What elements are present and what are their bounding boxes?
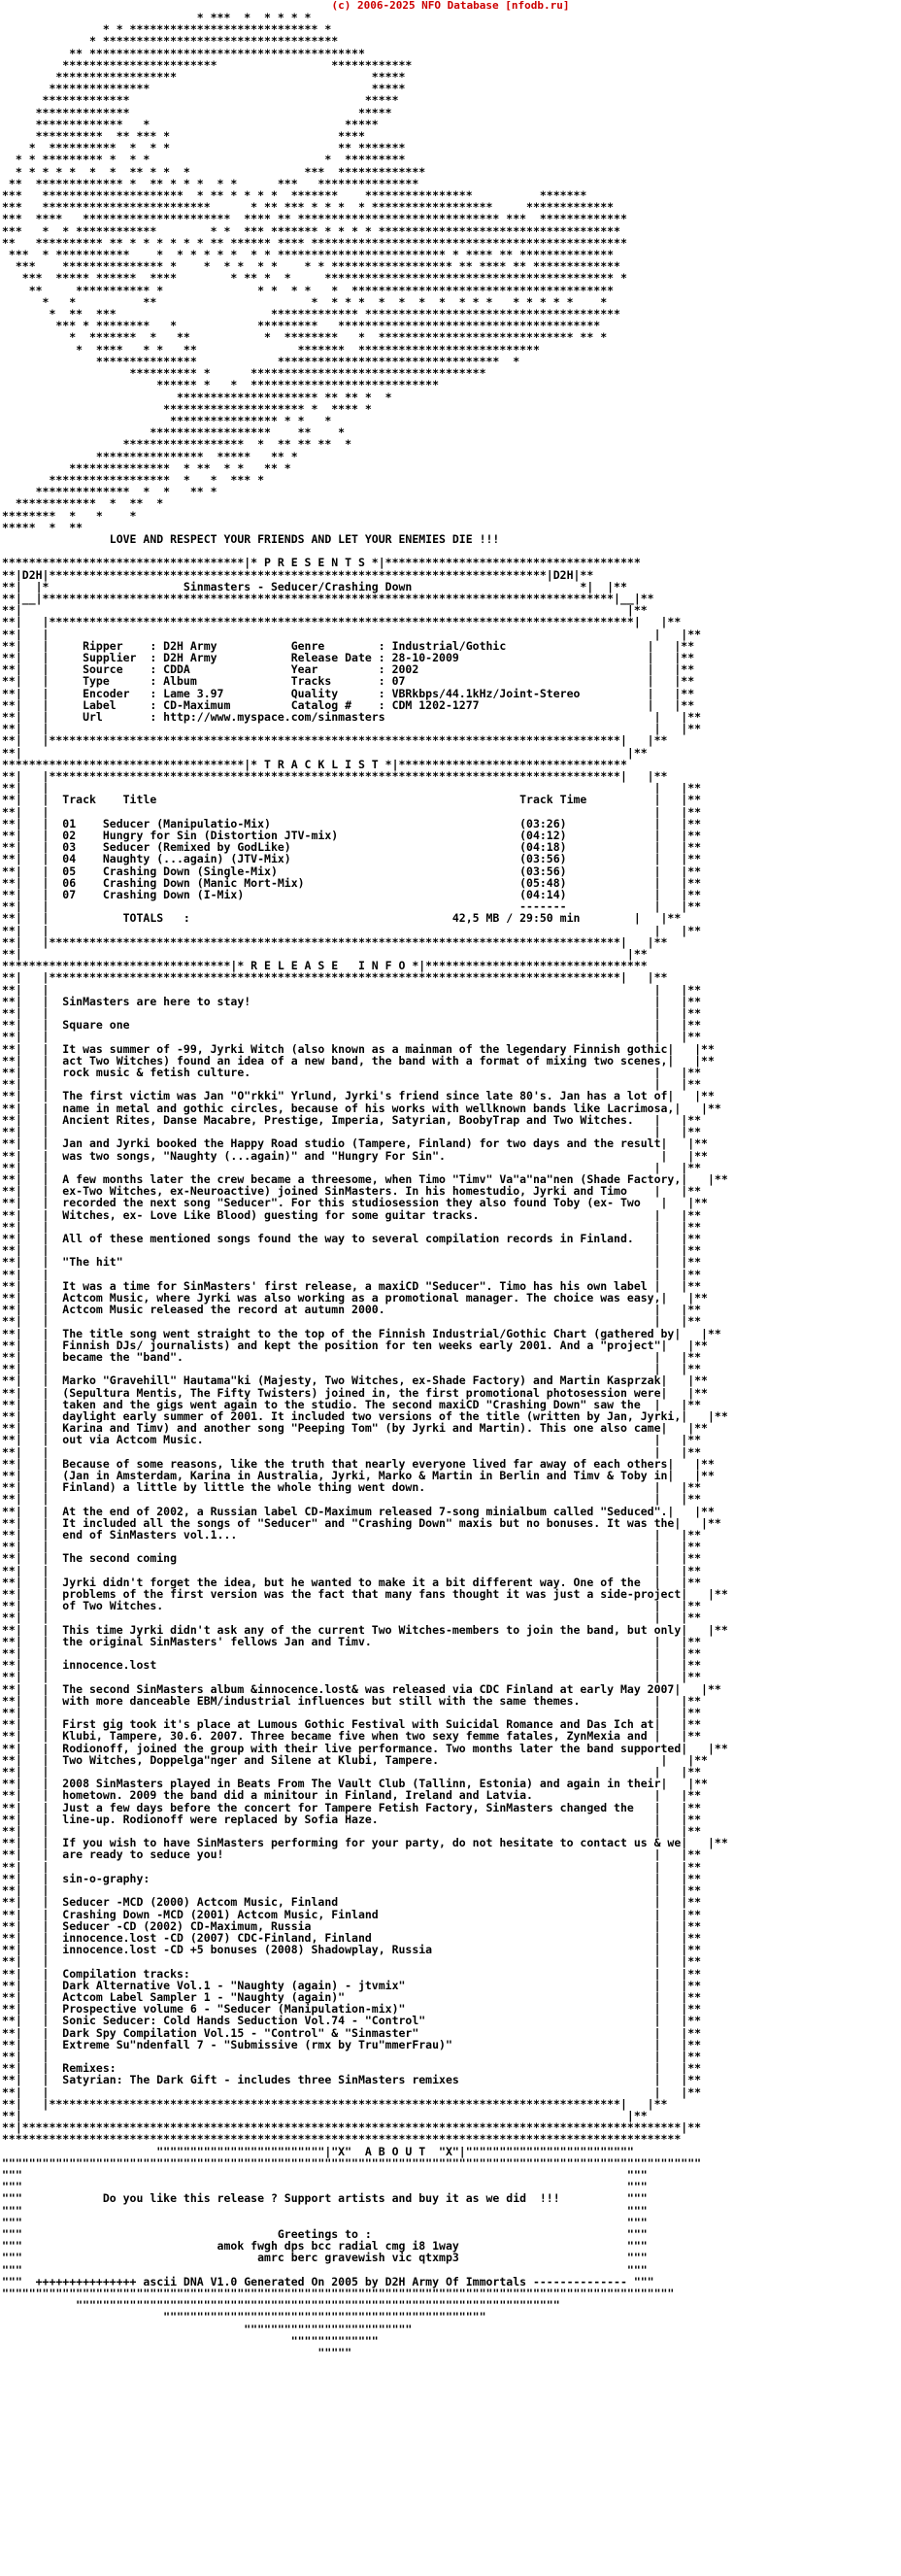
nfo-text: * *** * * * * * * * **************************** * * *********************************** ** ***************************************** *********************** ************ ****************** ***** *************** ***** ************* ***** ************** ***** ************* * ***** ********** ** *** * **** * ********** * * * ** ******* * * ********* * * * * ********* * * * * * * * ** * * * *** ************* ** ************* * ** * * * * * *** *************** *** ********************* * ** * * * * ******* **************** ******* *** ************************* * ** *** * * * * ****************** ************* *** **** ********************** **** ** ****************************** *** ************* *** * * ************ * * *** ******* * * * * ************************************ ** ********** ** * * * * * * ** ****** **** *********************************************** *** * *********** * * * * * * * * ************************* * **** ** ************** *** *************** * * * * * * * * ****************** ** **** ** ************* *** ***** ****** **** * ** * * ******************************************* * ** *********** * * * * * * *************************************** * * ** * * * * * * * * * * * * * * * * * * ** *** ************* ************************************** *** * ******** * ********* *************************************** * ******* * ** * ******** * ***************************** ** * * **** * * ** ******* *************************** *************** ********************************* * ********** * *********************************** ****** * * **************************** ********************* ** ** * * ********************* * **** * **************** * * * ****************** ** * ****************** * ** ** ** * **************** ***** ** * *************** * ** * * ** * ****************** * * *** * ************** * * ** * ************ * ** * ******** * * * ***** * ** LOVE AND RESPECT YOUR FRIENDS AND LET YOUR ENEMIES DIE !!! ************************************|* P R E S E N T S *|************************************** **|D2H|**************************************************************************|D2H|** **| |* Sinmasters - Seducer/Crashing Down *| |** **|__|*************************************************************************************|__|** **| |** **| |***************************************************************************************| |** **| | | |** **| | Ripper : D2H Army Genre : Industrial/Gothic | |** **| | Supplier : D2H Army Release Date : 28-10-2009 | |** **| | Source : CDDA Year : 2002 | |** **| | Type : Album Tracks : 07 | |** **| | Encoder : Lame 3.97 Quality : VBRkbps/44.1kHz/Joint-Stereo | |** **| | Label : CD-Maximum Catalog # : CDM 1202-1277 | |** **| | Url : http://www.myspace.com/sinmasters | |** **| | | |** **| |*************************************************************************************| |** **| |** ************************************|* T R A C K L I S T *|********************************** **| |*************************************************************************************| |** **| | | |** **| | Track Title Track Time | |** **| | | |** **| | 01 Seducer (Manipulatio-Mix) (03:26) | |** **| | 02 Hungry for Sin (Distortion JTV-mix) (04:12) | |** **| | 03 Seducer (Remixed by GodLike) (04:18) | |** **| | 04 Naughty (...again) (JTV-Mix) (03:56) | |** **| | 05 Crashing Down (Single-Mix) (03:56) | |** **| | 06 Crashing Down (Manic Mort-Mix) (05:48) | |** **| | 07 Crashing Down (I-Mix) (04:14) | |** **| | ------- | |** **| | TOTALS : 42,5 MB / 29:50 min | |** **| | | |** **| |*************************************************************************************| |** **| |** **********************************|* R E L E A S E I N F O *|********************************* **| |*************************************************************************************| |** **| | | |** **| | SinMasters are here to stay! | |** **| | | |** **| | Square one | |** **| | | |** **| | It was summer of -99, Jyrki Witch (also known as a mainman of the legendary Finnish gothic| |** **| | act Two Witches) found an idea of a new band, the band with a format of mixing two scenes,| |** **| | rock music & fetish culture. | |** **| | | |** **| | The first victim was Jan "O"rkki" Yrlund, Jyrki's friend since late 80's. Jan has a lot of| |** **| | name in metal and gothic circles, because of his works with wellknown bands like Lacrimosa,| |** **| | Ancient Rites, Danse Macabre, Prestige, Imperia, Satyrian, BoobyTrap and Two Witches. | |** **| | | |** **| | Jan and Jyrki booked the Happy Road studio (Tampere, Finland) for two days and the result| |** **| | was two songs, "Naughty (...again)" and "Hungry For Sin". | |** **| | | |** **| | A few months later the crew became a threesome, when Timo "Timv" Va"a"na"nen (Shade Factory,| |** **| | ex-Two Witches, ex-Neuroactive) joined SinMasters. In his homestudio, Jyrki and Timo | |** **| | recorded the next song "Seducer". For this studiosession they also found Toby (ex- Two | |** **| | Witches, ex- Love Like Blood) guesting for some guitar tracks. | |** **| | | |** **| | All of these mentioned songs found the way to several compilation records in Finland. | |** **| | | |** **| | "The hit" | |** **| | | |** **| | It was a time for SinMasters' first release, a maxiCD "Seducer". Timo has his own label | |** **| | Actcom Music, where Jyrki was also working as a promotional manager. The choice was easy,| |** **| | Actcom Music released the record at autumn 2000. | |** **| | | |** **| | The title song went straight to the top of the Finnish Industrial/Gothic Chart (gathered by| |** **| | Finnish DJs/ journalists) and kept the position for ten weeks early 2001. And a "project"| |** **| | became the "band". | |** **| | | |** **| | Marko "Gravehill" Hautama"ki (Majesty, Two Witches, ex-Shade Factory) and Martin Kasprzak| |** **| | (Sepultura Mentis, The Fifty Twisters) joined in, the first promotional photosession were| |** **| | taken and the gigs went again to the studio. The second maxiCD "Crashing Down" saw the | |** **| | daylight early summer of 2001. It included two versions of the title (written by Jan, Jyrki,| |** **| | Karina and Timv) and another song "Peeping Tom" (by Jyrki and Martin). This one also came| |** **| | out via Actcom Music. | |** **| | | |** **| | Because of some reasons, like the truth that nearly everyone lived far away of each others| |** **| | (Jan in Amsterdam, Karina in Australia, Jyrki, Marko & Martin in Berlin and Timv & Toby in| |** **| | Finland) a little by little the whole thing went down. | |** **| | | |** **| | At the end of 2002, a Russian label CD-Maximum released 7-song minialbum called "Seduced".| |** **| | It included all the songs of "Seducer" and "Crashing Down" maxis but no bonuses. It was the| |** **| | end of SinMasters vol.1... | |** **| | | |** **| | The second coming | |** **| | | |** **| | Jyrki didn't forget the idea, but he wanted to make it a bit different way. One of the | |** **| | problems of the first version was the fact that many fans thought it was just a side-project| |** **| | of Two Witches. | |** **| | | |** **| | This time Jyrki didn't ask any of the current Two Witches-members to join the band, but only| |** **| | the original SinMasters' fellows Jan and Timv. | |** **| | | |** **| | innocence.lost | |** **| | | |** **| | The second SinMasters album &innocence.lost& was released via CDC Finland at early May 2007| |** **| | with more danceable EBM/industrial influences but still with the same themes. | |** **| | | |** **| | First gig took it's place at Lumous Gothic Festival with Suicidal Romance and Das Ich at| |** **| | Klubi, Tampere, 30.6. 2007. Three became five when two sexy femme fatales, ZynMexia and | |** **| | Rodionoff, joined the group with their live performance. Two months later the band supported| |** **| | Two Witches, Doppelga"nger and Silene at Klubi, Tampere. | |** **| | | |** **| | 2008 SinMasters played in Beats From The Vault Club (Tallinn, Estonia) and again in their| |** **| | hometown. 2009 the band did a minitour in Finland, Ireland and Latvia. | |** **| | Just a few days before the concert for Tampere Fetish Factory, SinMasters changed the | |** **| | line-up. Rodionoff were replaced by Sofia Haze. | |** **| | | |** **| | If you wish to have SinMasters performing for your party, do not hesitate to contact us & we| |** **| | are ready to seduce you! | |** **| | | |** **| | sin-o-graphy: | |** **| | | |** **| | Seducer -MCD (2000) Actcom Music, Finland | |** **| | Crashing Down -MCD (2001) Actcom Music, Finland | |** **| | Seducer -CD (2002) CD-Maximum, Russia | |** **| | innocence.lost -CD (2007) CDC-Finland, Finland | |** **| | innocence.lost -CD +5 bonuses (2008) Shadowplay, Russia | |** **| | | |** **| | Compilation tracks: | |** **| | Dark Alternative Vol.1 - "Naughty (again) - jtvmix" | |** **| | Actcom Label Sampler 1 - "Naughty (again)" | |** **| | Prospective volume 6 - "Seducer (Manipulation-mix)" | |** **| | Sonic Seducer: Cold Hands Seduction Vol.74 - "Control" | |** **| | Dark Spy Compilation Vol.15 - "Control" & "Sinmaster" | |** **| | Extreme Su"ndenfall 7 - "Submissive (rmx by Tru"mmerFrau)" | |** **| | | |** **| | Remixes: | |** **| | Satyrian: The Dark Gift - includes three SinMasters remixes | |** **| | | |** **| |*************************************************************************************| |** **| |** **|**************************************************************************************************|** ***************************************************************************************************** """""""""""""""""""""""""|"X" A B O U T "X"|""""""""""""""""""""""""" """""""""""""""""""""""""""""""""""""""""""""""""""""""""""""""""""""""""""""""""""""""""""""""""""""""" """ """ """ """ """ Do you like this release ? Support artists and buy it as we did !!! """ """ """ """ """ """ Greetings to : """ """ amok fwgh dps bcc radial cmg i8 1way """ """ amrc berc gravewish vic qtxmp3 """ """ """ """ +++++++++++++++ ascii DNA V1.0 Generated On 2005 by D2H Army Of Immortals -------------- """ """""""""""""""""""""""""""""""""""""""""""""""""""""""""""""""""""""""""""""""""""""""""""""""""""" """""""""""""""""""""""""""""""""""""""""""""""""""""""""""""""""""""""" """""""""""""""""""""""""""""""""""""""""""""""" """"""""""""""""""""""""" """"""""""""" """""	[2, 11, 728, 2360]
nfodb-credit[interactable]: (c) 2006-2025 NFO Database [nfodb.ru]	[331, 0, 570, 12]
